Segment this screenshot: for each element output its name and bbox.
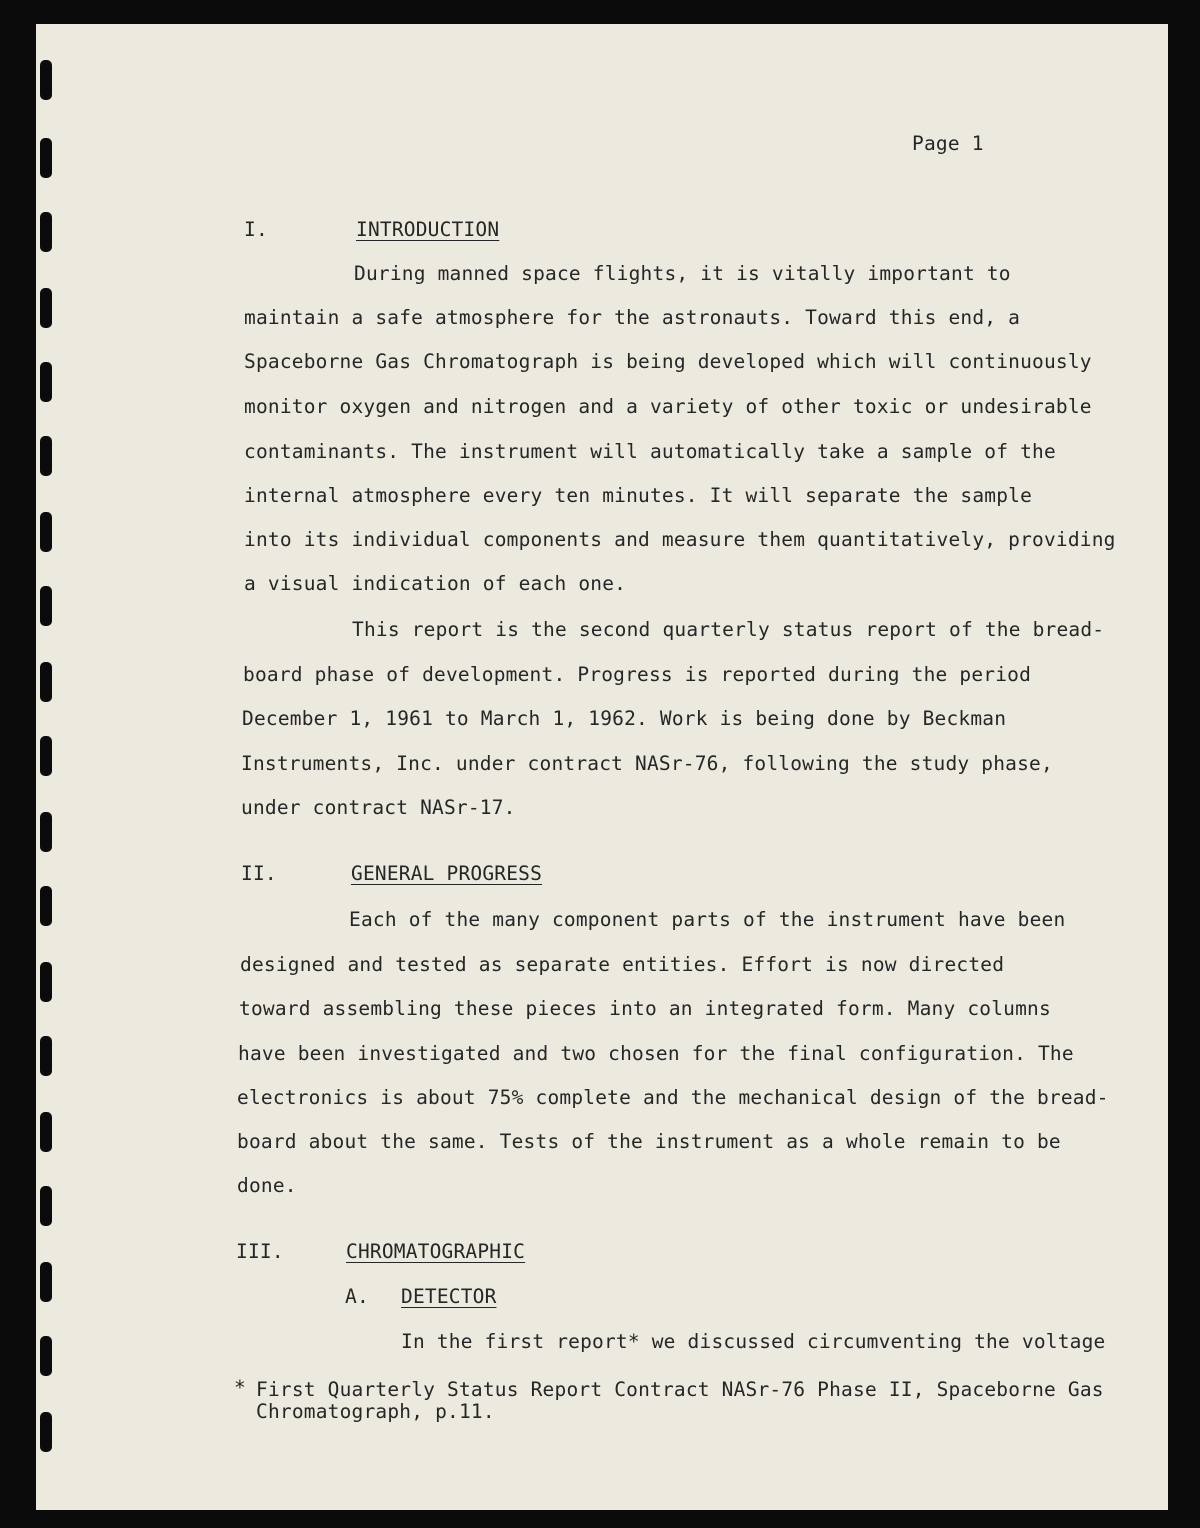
- subsection-letter: A.: [345, 1285, 369, 1308]
- paragraph-line: designed and tested as separate entities. Effort is now directed: [240, 953, 1005, 976]
- binding-hole: [40, 1412, 52, 1452]
- binding-hole: [40, 662, 52, 702]
- paragraph-line: electronics is about 75% complete and the mechanical design of the bread-: [237, 1086, 1109, 1109]
- footnote-line: Chromatograph, p.11.: [256, 1400, 495, 1423]
- binding-hole: [40, 962, 52, 1002]
- footnote-line: First Quarterly Status Report Contract NASr-76 Phase II, Spaceborne Gas: [256, 1378, 1104, 1401]
- paragraph-line: This report is the second quarterly status report of the bread-: [352, 618, 1105, 641]
- paragraph-line: Instruments, Inc. under contract NASr-76, following the study phase,: [241, 752, 1053, 775]
- paragraph-line: Each of the many component parts of the instrument have been: [349, 908, 1066, 931]
- paragraph-line: internal atmosphere every ten minutes. It will separate the sample: [244, 484, 1033, 507]
- binding-hole: [40, 1036, 52, 1076]
- paragraph-line: board about the same. Tests of the instrument as a whole remain to be: [237, 1130, 1061, 1153]
- binding-hole: [40, 586, 52, 626]
- paragraph-line: done.: [237, 1174, 297, 1197]
- section-number: II.: [241, 862, 277, 885]
- paragraph-line: board phase of development. Progress is reported during the period: [243, 663, 1032, 686]
- footnote-marker: *: [234, 1376, 246, 1399]
- binding-hole: [40, 362, 52, 402]
- paragraph-line: toward assembling these pieces into an integrated form. Many columns: [239, 997, 1051, 1020]
- binding-hole: [40, 436, 52, 476]
- binding-hole: [40, 736, 52, 776]
- binding-hole: [40, 60, 52, 100]
- binding-hole: [40, 812, 52, 852]
- paragraph-line: December 1, 1961 to March 1, 1962. Work is being done by Beckman: [242, 707, 1007, 730]
- section-heading: CHROMATOGRAPHIC: [346, 1240, 526, 1263]
- binding-hole: [40, 138, 52, 178]
- section-heading: GENERAL PROGRESS: [351, 862, 543, 885]
- subsection-heading: DETECTOR: [401, 1285, 497, 1308]
- paragraph-line: a visual indication of each one.: [244, 572, 627, 595]
- binding-hole: [40, 1112, 52, 1152]
- paragraph-line: into its individual components and measure them quantitatively, providing: [244, 528, 1116, 551]
- binding-hole: [40, 212, 52, 252]
- binding-hole: [40, 512, 52, 552]
- paragraph-line: under contract NASr-17.: [241, 796, 516, 819]
- paragraph-line: monitor oxygen and nitrogen and a variety of other toxic or undesirable: [244, 395, 1092, 418]
- paragraph-line: In the first report* we discussed circumventing the voltage: [401, 1330, 1106, 1353]
- section-heading: INTRODUCTION: [356, 218, 500, 241]
- binding-hole: [40, 288, 52, 328]
- paragraph-line: Spaceborne Gas Chromatograph is being developed which will continuously: [244, 350, 1092, 373]
- paragraph-line: have been investigated and two chosen for the final configuration. The: [238, 1042, 1074, 1065]
- section-number: III.: [236, 1240, 284, 1263]
- binding-hole: [40, 886, 52, 926]
- paragraph-line: maintain a safe atmosphere for the astronauts. Toward this end, a: [244, 306, 1021, 329]
- binding-hole: [40, 1262, 52, 1302]
- binding-hole: [40, 1336, 52, 1376]
- section-number: I.: [244, 218, 268, 241]
- page-number: Page 1: [912, 132, 984, 155]
- paragraph-line: contaminants. The instrument will automatically take a sample of the: [244, 440, 1056, 463]
- paragraph-line: During manned space flights, it is vitally important to: [354, 262, 1011, 285]
- binding-hole: [40, 1186, 52, 1226]
